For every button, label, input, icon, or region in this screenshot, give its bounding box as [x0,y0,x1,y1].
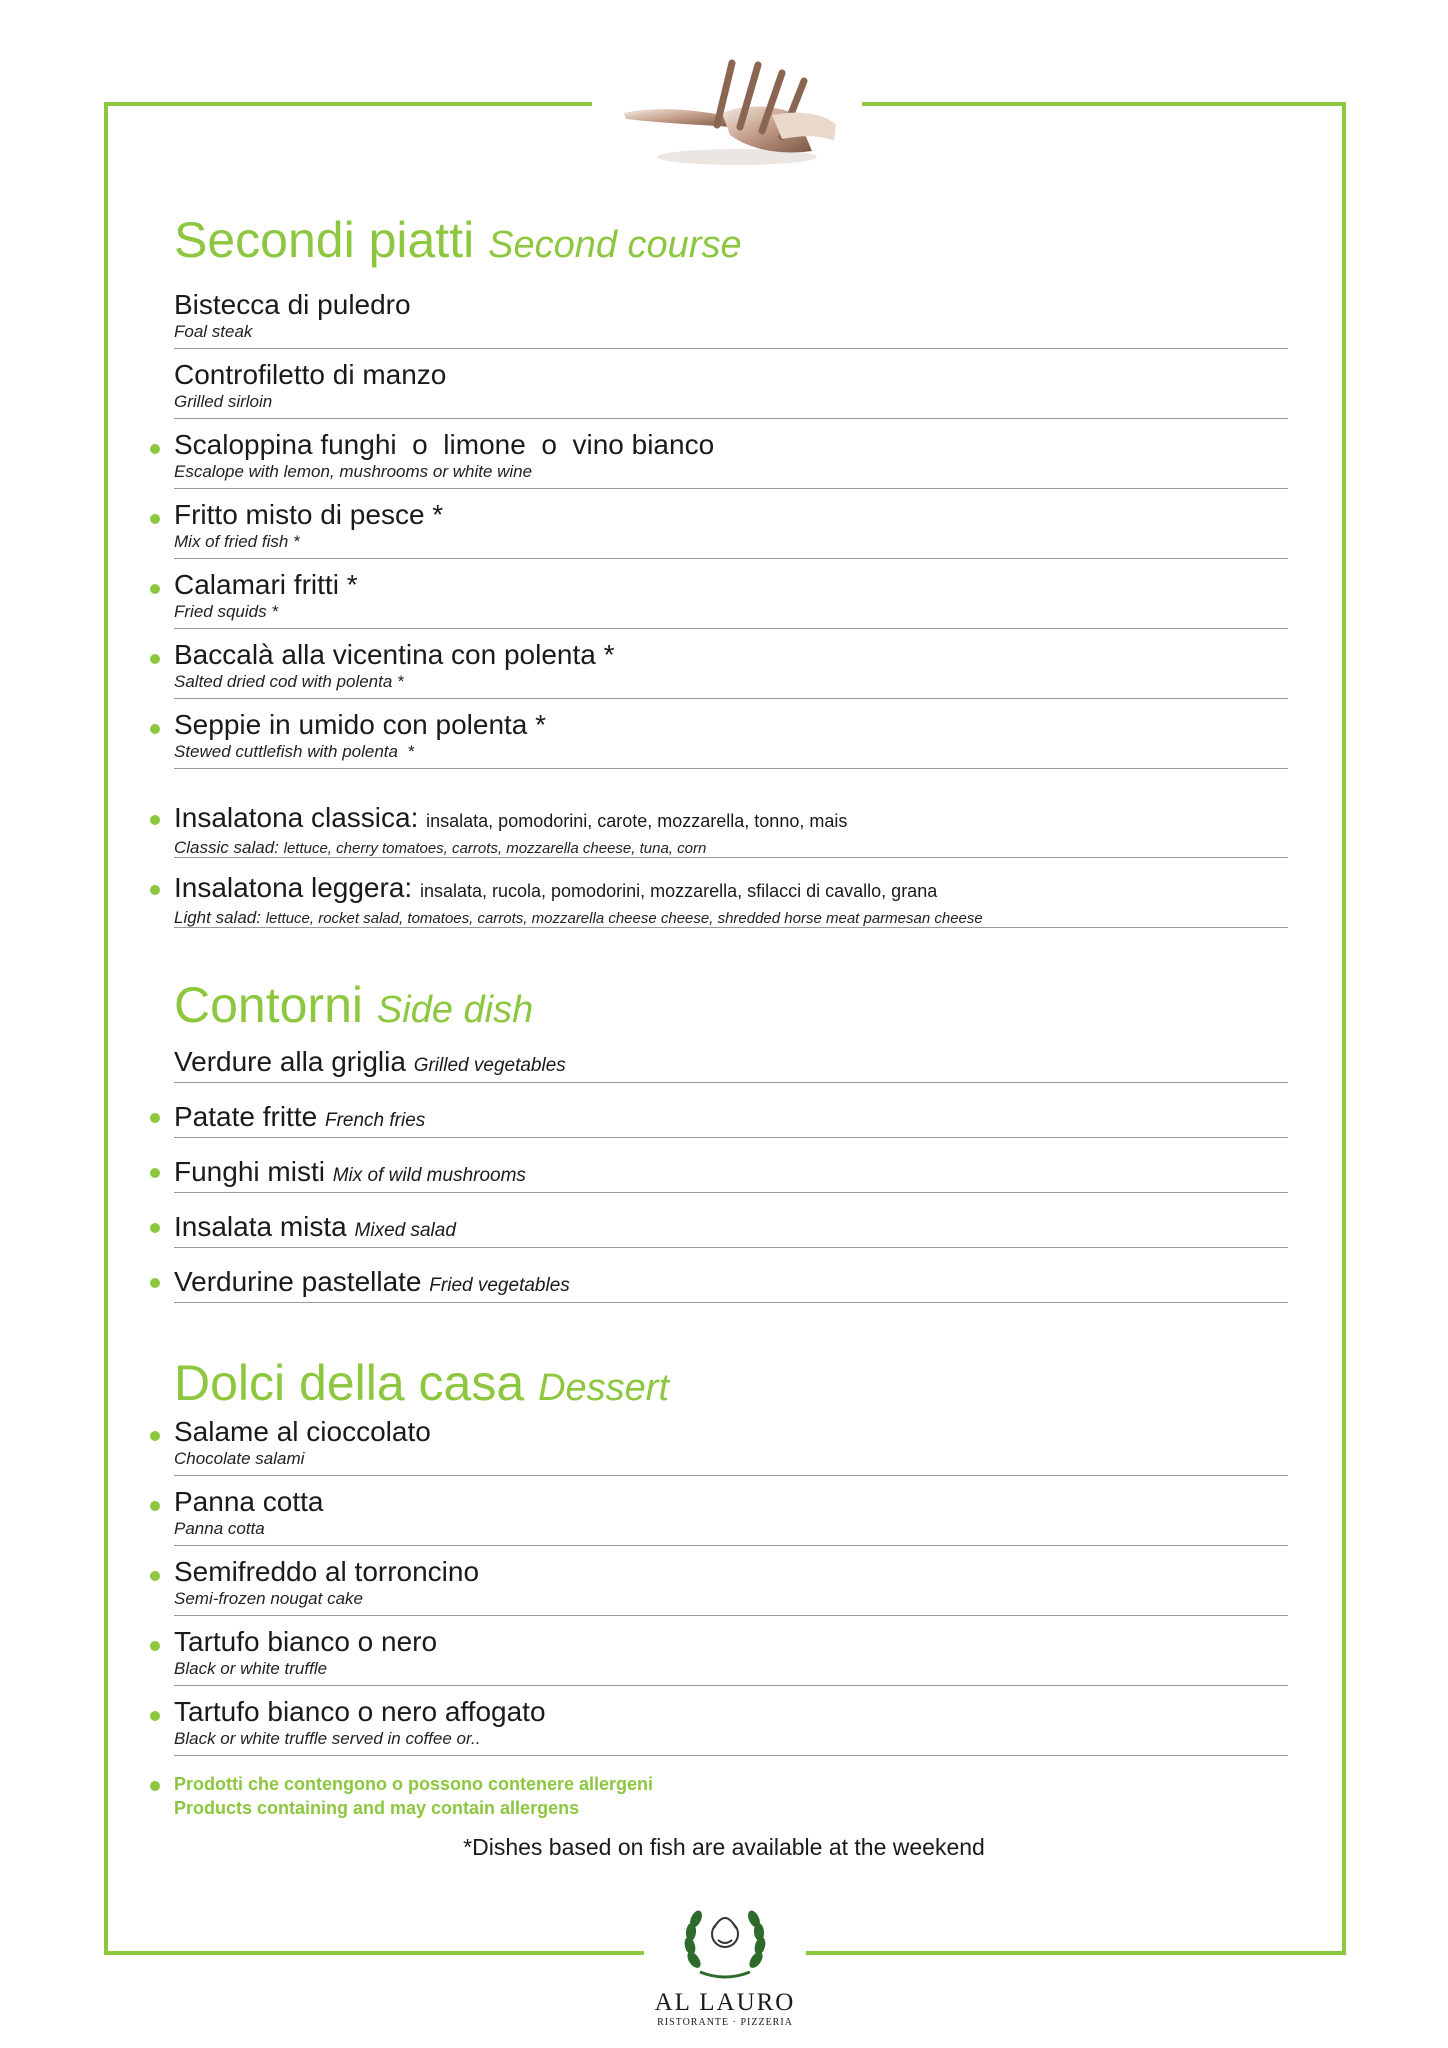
item-name-it: Verdurine pastellate [174,1266,422,1297]
green-dot-icon [150,1641,160,1651]
frame-bottom-right [806,1951,1346,1955]
side-item [174,1156,1288,1193]
side-item [174,1211,1288,1248]
item-name-it: Scaloppina funghi o limone o vino bianco [174,429,715,460]
green-dot-icon [150,1278,160,1288]
menu-item [174,569,1288,629]
item-name-it: Calamari fritti * [174,569,358,600]
dessert-item [174,1556,1288,1616]
fish-weekend-note: *Dishes based on fish are available at the weekend [463,1834,985,1860]
section-title-it: Contorni [174,977,363,1033]
item-name-it: Patate fritte [174,1101,318,1132]
salad-detail-en: lettuce, cherry tomatoes, carrots, mozzarella cheese, tuna, corn [283,840,707,857]
green-dot-icon [150,514,160,524]
side-item [174,1266,1288,1303]
item-name-it: Semifreddo al torroncino [174,1556,480,1587]
item-name-en: Black or white truffle [174,1659,328,1678]
laurel-wreath-icon [680,1900,770,1982]
menu-item [174,429,1288,489]
green-dot-icon [150,815,160,825]
brand-subtitle: RISTORANTE · PIZZERIA [657,2017,793,2028]
item-name-en: Mixed salad [354,1220,456,1241]
salad-item [174,802,1288,858]
salad-detail-it: insalata, pomodorini, carote, mozzarella, tonno, mais [426,811,848,831]
section-title-en: Second course [488,224,742,266]
frame-top-right [862,102,1346,106]
item-name-it: Insalata mista [174,1211,347,1242]
section-title-contorni [174,977,534,1033]
salad-detail-it: insalata, rucola, pomodorini, mozzarella, sfilacci di cavallo, grana [419,881,938,901]
salad-name-en: Classic salad: [174,838,279,857]
menu-item [174,499,1288,559]
item-name-en: Foal steak [174,322,253,341]
item-name-it: Verdure alla griglia [174,1046,406,1077]
item-name-it: Seppie in umido con polenta * [174,709,547,740]
green-dot-icon [150,1501,160,1511]
frame-top-left [104,102,592,106]
allergen-notice [174,1772,653,1820]
salad-name-en: Light salad: [174,908,261,927]
item-name-it: Funghi misti [174,1156,325,1187]
green-dot-icon [150,1781,160,1791]
green-dot-icon [150,654,160,664]
dessert-item [174,1696,1288,1756]
item-name-en: Semi-frozen nougat cake [174,1589,363,1608]
green-dot-icon [150,1571,160,1581]
allergen-notice-en: Products containing and may contain allergens [174,1798,580,1818]
brand-logo [630,1900,820,2028]
section-title-en: Dessert [538,1367,669,1409]
item-name-en: Stewed cuttlefish with polenta * [174,742,415,761]
salad-name-it: Insalatona leggera: [174,872,413,903]
item-name-en: Fried squids * [174,602,278,621]
menu-item [174,289,1288,349]
green-dot-icon [150,1113,160,1123]
salad-detail-en: lettuce, rocket salad, tomatoes, carrots, mozzarella cheese cheese, shredded horse meat parmesan cheese [265,910,983,927]
section-title-it: Secondi piatti [174,212,475,268]
fork-icon [622,55,838,170]
salad-name-it: Insalatona classica: [174,802,419,833]
menu-item [174,639,1288,699]
item-name-it: Fritto misto di pesce * [174,499,444,530]
frame-left [104,102,108,1955]
item-name-it: Tartufo bianco o nero affogato [174,1696,546,1727]
item-name-it: Controfiletto di manzo [174,359,447,390]
section-title-en: Side dish [376,989,534,1031]
green-dot-icon [150,1223,160,1233]
item-name-it: Tartufo bianco o nero [174,1626,438,1657]
item-name-it: Panna cotta [174,1486,324,1517]
green-dot-icon [150,724,160,734]
dessert-item [174,1626,1288,1686]
item-name-en: Salted dried cod with polenta * [174,672,404,691]
item-name-en: French fries [324,1110,426,1131]
brand-name: AL LAURO [654,1989,796,2016]
allergen-notice-it: Prodotti che contengono o possono contenere allergeni [174,1774,654,1794]
section-title-secondi [174,212,742,268]
side-item [174,1101,1288,1138]
item-name-en: Black or white truffle served in coffee or.. [174,1729,481,1748]
salad-item [174,872,1288,928]
frame-right [1342,102,1346,1955]
green-dot-icon [150,1711,160,1721]
section-title-it: Dolci della casa [174,1355,525,1411]
menu-item [174,709,1288,769]
item-name-en: Chocolate salami [174,1449,305,1468]
section-title-dolci [174,1355,669,1411]
green-dot-icon [150,444,160,454]
item-name-en: Escalope with lemon, mushrooms or white wine [174,462,533,481]
item-name-en: Panna cotta [174,1519,265,1538]
side-item [174,1046,1288,1083]
item-name-en: Fried vegetables [429,1275,570,1296]
item-name-en: Grilled sirloin [174,392,273,411]
item-name-it: Baccalà alla vicentina con polenta * [174,639,615,670]
green-dot-icon [150,1168,160,1178]
green-dot-icon [150,885,160,895]
dessert-item [174,1486,1288,1546]
green-dot-icon [150,584,160,594]
item-name-en: Mix of fried fish * [174,532,300,551]
item-name-it: Bistecca di puledro [174,289,411,320]
dessert-item [174,1416,1288,1476]
item-name-en: Mix of wild mushrooms [332,1165,526,1186]
green-dot-icon [150,1431,160,1441]
frame-bottom-left [104,1951,644,1955]
item-name-it: Salame al cioccolato [174,1416,431,1447]
menu-item [174,359,1288,419]
item-name-en: Grilled vegetables [413,1055,566,1076]
